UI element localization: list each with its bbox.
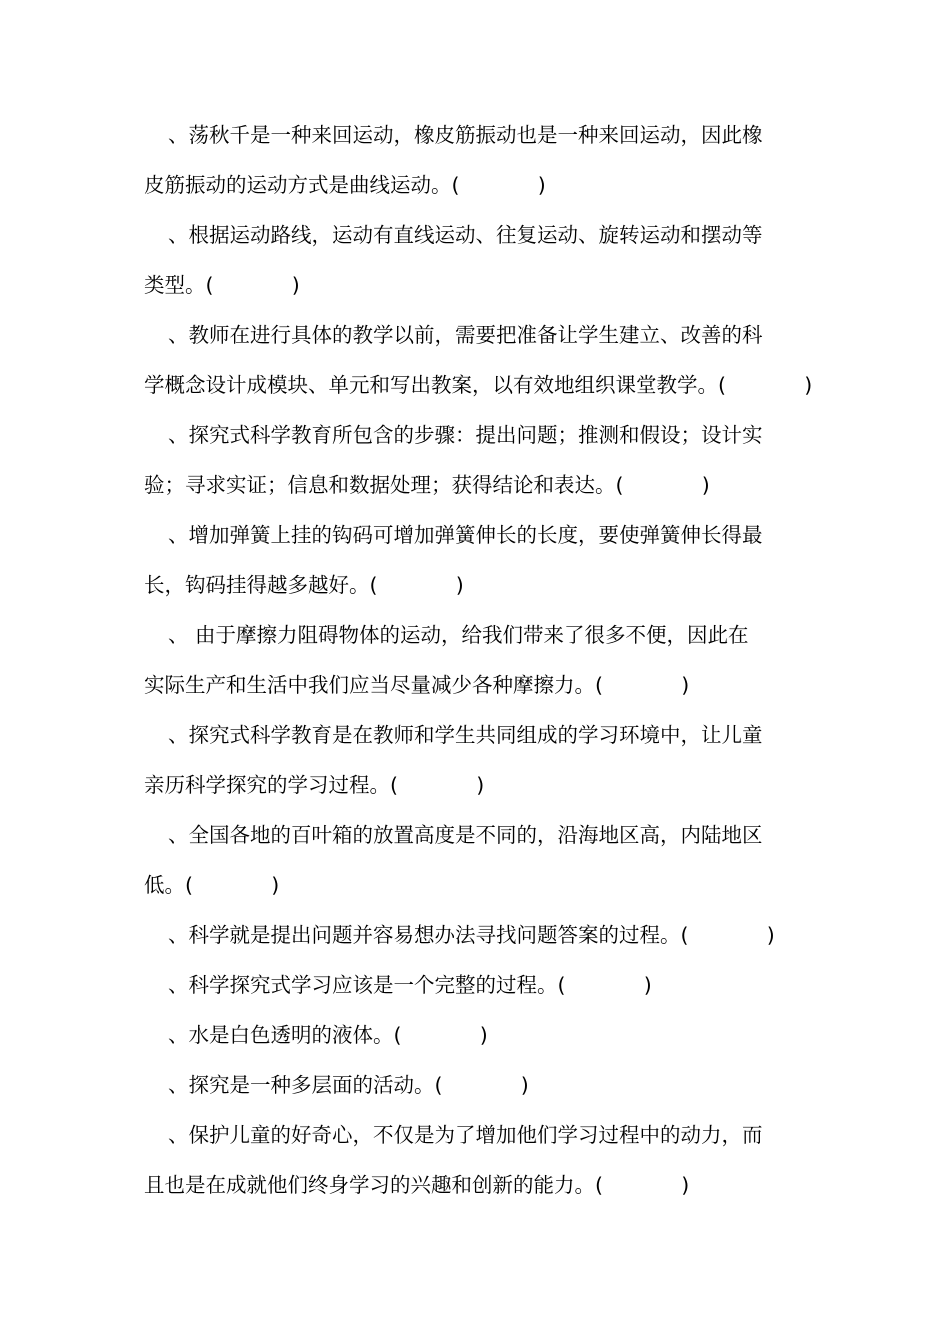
question-9-line: 、科学就是提出问题并容易想办法寻找问题答案的过程。( ): [168, 923, 775, 947]
question-5-line-1: 、增加弹簧上挂的钩码可增加弹簧伸长的长度，要使弹簧伸长得最: [168, 523, 763, 547]
question-10-line: 、科学探究式学习应该是一个完整的过程。( ): [168, 973, 652, 997]
question-1-line-2: 皮筋振动的运动方式是曲线运动。( ): [144, 173, 546, 197]
question-13-line-2: 且也是在成就他们终身学习的兴趣和创新的能力。( ): [144, 1173, 690, 1197]
question-6-line-1: 、 由于摩擦力阻碍物体的运动，给我们带来了很多不便，因此在: [168, 623, 749, 647]
question-6-line-2: 实际生产和生活中我们应当尽量减少各种摩擦力。( ): [144, 673, 690, 697]
question-2-line-1: 、根据运动路线，运动有直线运动、往复运动、旋转运动和摆动等: [168, 223, 763, 247]
question-7-line-1: 、探究式科学教育是在教师和学生共同组成的学习环境中，让儿童: [168, 723, 763, 747]
question-8-line-2: 低。( ): [144, 873, 280, 897]
question-2-line-2: 类型。( ): [144, 273, 300, 297]
question-4-line-2: 验；寻求实证；信息和数据处理；获得结论和表达。( ): [144, 473, 710, 497]
question-13-line-1: 、保护儿童的好奇心，不仅是为了增加他们学习过程中的动力，而: [168, 1123, 763, 1147]
question-1-line-1: 、荡秋千是一种来回运动，橡皮筋振动也是一种来回运动，因此橡: [168, 123, 763, 147]
question-list: [144, 110, 814, 1210]
question-12-line: 、探究是一种多层面的活动。( ): [168, 1073, 529, 1097]
question-7-line-2: 亲历科学探究的学习过程。( ): [144, 773, 485, 797]
question-3-line-1: 、教师在进行具体的教学以前，需要把准备让学生建立、改善的科: [168, 323, 763, 347]
question-3-line-2: 学概念设计成模块、单元和写出教案，以有效地组织课堂教学。( ): [144, 373, 813, 397]
question-5-line-2: 长，钩码挂得越多越好。( ): [144, 573, 464, 597]
question-4-line-1: 、探究式科学教育所包含的步骤：提出问题；推测和假设；设计实: [168, 423, 763, 447]
question-11-line: 、水是白色透明的液体。( ): [168, 1023, 488, 1047]
question-8-line-1: 、全国各地的百叶箱的放置高度是不同的，沿海地区高，内陆地区: [168, 823, 763, 847]
